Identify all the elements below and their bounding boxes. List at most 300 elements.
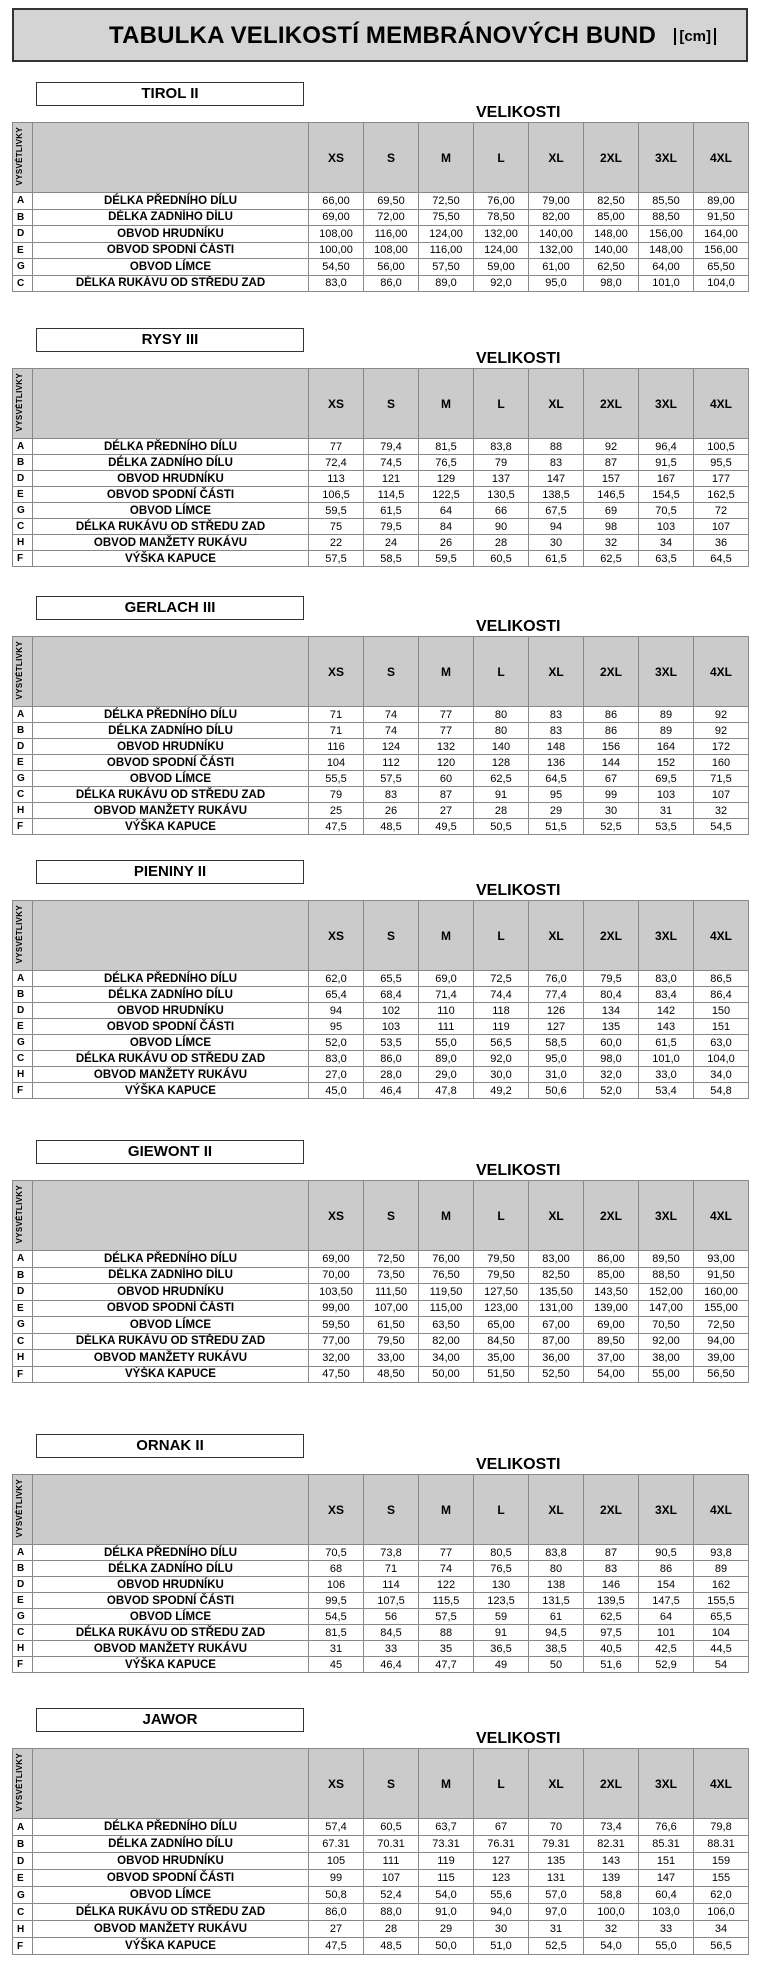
size-header: XS	[309, 123, 364, 193]
measurement-value: 49,2	[474, 1083, 529, 1099]
measurement-code: H	[13, 1067, 33, 1083]
measurement-value: 94	[309, 1003, 364, 1019]
measurement-value: 85.31	[639, 1836, 694, 1853]
measurement-value: 120	[419, 755, 474, 771]
size-header: 2XL	[584, 1181, 639, 1251]
measurement-label: VÝŠKA KAPUCE	[33, 819, 309, 835]
measurement-value: 83,8	[529, 1545, 584, 1561]
measurement-value: 95,0	[529, 275, 584, 292]
measurement-value: 59	[474, 1609, 529, 1625]
measurement-label: OBVOD LÍMCE	[33, 1887, 309, 1904]
measurement-value: 124,00	[419, 226, 474, 243]
measurement-value: 98,0	[584, 275, 639, 292]
measurement-value: 64,5	[529, 771, 584, 787]
measurement-value: 54,5	[309, 1609, 364, 1625]
measurement-value: 140,00	[584, 242, 639, 259]
measurement-value: 54,5	[694, 819, 749, 835]
measurement-code: F	[13, 819, 33, 835]
legend-header	[13, 637, 33, 707]
size-header: M	[419, 1749, 474, 1819]
measurement-label: OBVOD LÍMCE	[33, 259, 309, 276]
measurement-value: 58,8	[584, 1887, 639, 1904]
measurement-value: 81,5	[309, 1625, 364, 1641]
measurement-value: 70,50	[639, 1317, 694, 1334]
page-title: TABULKA VELIKOSTÍ MEMBRÁNOVÝCH BUND	[109, 22, 656, 49]
measurement-value: 76,50	[419, 1267, 474, 1284]
measurement-value: 74	[419, 1561, 474, 1577]
measurement-value: 74,5	[364, 455, 419, 471]
measurement-value: 101,0	[639, 275, 694, 292]
size-header: XS	[309, 369, 364, 439]
table-row	[13, 1003, 749, 1019]
measurement-value: 132,00	[529, 242, 584, 259]
legend-header	[13, 1475, 33, 1545]
measurement-value: 76,00	[474, 193, 529, 210]
measurement-value: 77	[419, 707, 474, 723]
measurement-value: 111,50	[364, 1284, 419, 1301]
model-name: JAWOR	[36, 1708, 304, 1732]
measurement-value: 76,5	[474, 1561, 529, 1577]
measurement-value: 34,0	[694, 1067, 749, 1083]
measurement-value: 62,0	[309, 971, 364, 987]
measurement-value: 38,5	[529, 1641, 584, 1657]
measurement-code: A	[13, 1819, 33, 1836]
size-table	[12, 900, 749, 1099]
legend-header	[13, 123, 33, 193]
measurement-code: G	[13, 259, 33, 276]
measurement-value: 48,5	[364, 1938, 419, 1955]
measurement-value: 55,0	[419, 1035, 474, 1051]
measurement-value: 94,5	[529, 1625, 584, 1641]
measurement-label: OBVOD LÍMCE	[33, 1609, 309, 1625]
measurement-value: 152,00	[639, 1284, 694, 1301]
legend-label: VYSVĚTLIVKY	[15, 373, 24, 432]
measurement-value: 86,0	[364, 275, 419, 292]
measurement-value: 70,5	[309, 1545, 364, 1561]
measurement-label: DÉLKA PŘEDNÍHO DÍLU	[33, 707, 309, 723]
measurement-code: H	[13, 1641, 33, 1657]
measurement-value: 72,00	[364, 209, 419, 226]
measurement-value: 79,5	[584, 971, 639, 987]
size-header: 4XL	[694, 1181, 749, 1251]
measurement-code: D	[13, 1003, 33, 1019]
size-header: S	[364, 369, 419, 439]
measurement-value: 116,00	[364, 226, 419, 243]
size-header: 3XL	[639, 1181, 694, 1251]
measurement-value: 80,4	[584, 987, 639, 1003]
measurement-value: 77,4	[529, 987, 584, 1003]
measurement-value: 53,5	[364, 1035, 419, 1051]
table-row	[13, 1366, 749, 1383]
measurement-value: 76,00	[419, 1251, 474, 1268]
measurement-value: 70.31	[364, 1836, 419, 1853]
measurement-value: 50,8	[309, 1887, 364, 1904]
size-table	[12, 636, 749, 835]
measurement-code: A	[13, 971, 33, 987]
measurement-code: B	[13, 1836, 33, 1853]
measurement-value: 135	[584, 1019, 639, 1035]
sizes-heading: VELIKOSTI	[476, 104, 561, 121]
measurement-value: 83,0	[309, 1051, 364, 1067]
measurement-value: 115,00	[419, 1300, 474, 1317]
measurement-value: 62,5	[474, 771, 529, 787]
measurement-value: 47,8	[419, 1083, 474, 1099]
measurement-code: C	[13, 1625, 33, 1641]
measurement-value: 76,0	[529, 971, 584, 987]
measurement-value: 49,5	[419, 819, 474, 835]
measurement-code: C	[13, 519, 33, 535]
measurement-label: DÉLKA PŘEDNÍHO DÍLU	[33, 1251, 309, 1268]
measurement-value: 104	[309, 755, 364, 771]
measurement-value: 143,50	[584, 1284, 639, 1301]
measurement-value: 75	[309, 519, 364, 535]
measurement-value: 91,5	[639, 455, 694, 471]
size-table	[12, 1180, 749, 1383]
size-header: 2XL	[584, 123, 639, 193]
measurement-value: 58,5	[529, 1035, 584, 1051]
measurement-value: 143	[584, 1853, 639, 1870]
measurement-value: 30,0	[474, 1067, 529, 1083]
size-header: S	[364, 637, 419, 707]
table-row	[13, 1577, 749, 1593]
measurement-value: 77	[419, 723, 474, 739]
table-row	[13, 1836, 749, 1853]
table-row	[13, 771, 749, 787]
measurement-value: 82,50	[529, 1267, 584, 1284]
measurement-value: 67	[474, 1819, 529, 1836]
measurement-value: 104,0	[694, 275, 749, 292]
measurement-value: 52,5	[584, 819, 639, 835]
sizes-heading: VELIKOSTI	[476, 618, 561, 635]
measurement-value: 148	[529, 739, 584, 755]
measurement-value: 99,5	[309, 1593, 364, 1609]
table-row	[13, 535, 749, 551]
model-name: RYSY III	[36, 328, 304, 352]
measurement-label: DÉLKA ZADNÍHO DÍLU	[33, 987, 309, 1003]
measurement-value: 143	[639, 1019, 694, 1035]
measurement-value: 121	[364, 471, 419, 487]
measurement-value: 45	[309, 1657, 364, 1673]
measurement-value: 24	[364, 535, 419, 551]
measurement-value: 83	[529, 455, 584, 471]
measurement-label: OBVOD MANŽETY RUKÁVU	[33, 1921, 309, 1938]
table-row	[13, 1284, 749, 1301]
table-row	[13, 1904, 749, 1921]
table-row	[13, 1819, 749, 1836]
measurement-value: 36	[694, 535, 749, 551]
measurement-value: 46,4	[364, 1083, 419, 1099]
measurement-value: 91,50	[694, 1267, 749, 1284]
model-name: ORNAK II	[36, 1434, 304, 1458]
measurement-value: 54,50	[309, 259, 364, 276]
measurement-value: 72,4	[309, 455, 364, 471]
measurement-code: F	[13, 1366, 33, 1383]
measurement-value: 55,00	[639, 1366, 694, 1383]
label-header	[33, 1475, 309, 1545]
measurement-value: 126	[529, 1003, 584, 1019]
measurement-value: 142	[639, 1003, 694, 1019]
measurement-value: 53,5	[639, 819, 694, 835]
measurement-code: C	[13, 787, 33, 803]
measurement-value: 83	[529, 707, 584, 723]
measurement-value: 87,00	[529, 1333, 584, 1350]
table-row	[13, 519, 749, 535]
measurement-value: 83,0	[309, 275, 364, 292]
measurement-code: D	[13, 226, 33, 243]
measurement-code: E	[13, 487, 33, 503]
measurement-value: 88	[529, 439, 584, 455]
measurement-value: 90	[474, 519, 529, 535]
model-name: GERLACH III	[36, 596, 304, 620]
measurement-label: DÉLKA ZADNÍHO DÍLU	[33, 1561, 309, 1577]
measurement-value: 52,0	[584, 1083, 639, 1099]
measurement-label: OBVOD HRUDNÍKU	[33, 1003, 309, 1019]
measurement-value: 83,8	[474, 439, 529, 455]
measurement-value: 137	[474, 471, 529, 487]
measurement-value: 79	[474, 455, 529, 471]
measurement-value: 74,4	[474, 987, 529, 1003]
measurement-label: DÉLKA RUKÁVU OD STŘEDU ZAD	[33, 1904, 309, 1921]
measurement-value: 99	[309, 1870, 364, 1887]
measurement-label: DÉLKA PŘEDNÍHO DÍLU	[33, 193, 309, 210]
measurement-label: OBVOD LÍMCE	[33, 1035, 309, 1051]
table-row	[13, 987, 749, 1003]
measurement-value: 56,5	[694, 1938, 749, 1955]
measurement-value: 65,4	[309, 987, 364, 1003]
measurement-value: 94	[529, 519, 584, 535]
measurement-value: 132	[419, 739, 474, 755]
measurement-label: DÉLKA PŘEDNÍHO DÍLU	[33, 1545, 309, 1561]
measurement-value: 92,0	[474, 1051, 529, 1067]
measurement-value: 50,6	[529, 1083, 584, 1099]
size-header: 3XL	[639, 1475, 694, 1545]
measurement-value: 36,00	[529, 1350, 584, 1367]
measurement-label: DÉLKA RUKÁVU OD STŘEDU ZAD	[33, 1051, 309, 1067]
table-row	[13, 723, 749, 739]
unit-badge: [cm]	[674, 28, 716, 45]
table-row	[13, 1317, 749, 1334]
measurement-value: 135,50	[529, 1284, 584, 1301]
table-row	[13, 1853, 749, 1870]
measurement-value: 107	[694, 519, 749, 535]
measurement-value: 76,6	[639, 1819, 694, 1836]
size-header: M	[419, 901, 474, 971]
measurement-value: 63,7	[419, 1819, 474, 1836]
measurement-value: 159	[694, 1853, 749, 1870]
size-header: XS	[309, 901, 364, 971]
measurement-value: 60	[419, 771, 474, 787]
measurement-value: 160	[694, 755, 749, 771]
measurement-value: 73,4	[584, 1819, 639, 1836]
measurement-value: 42,5	[639, 1641, 694, 1657]
measurement-value: 86,0	[364, 1051, 419, 1067]
measurement-value: 88,0	[364, 1904, 419, 1921]
measurement-value: 54,00	[584, 1366, 639, 1383]
measurement-value: 61,5	[529, 551, 584, 567]
measurement-value: 94,0	[474, 1904, 529, 1921]
measurement-label: OBVOD SPODNÍ ČÁSTI	[33, 1593, 309, 1609]
measurement-value: 97,0	[529, 1904, 584, 1921]
size-header: L	[474, 369, 529, 439]
measurement-label: DÉLKA ZADNÍHO DÍLU	[33, 1267, 309, 1284]
measurement-value: 52,9	[639, 1657, 694, 1673]
measurement-code: H	[13, 1921, 33, 1938]
measurement-value: 28	[364, 1921, 419, 1938]
measurement-value: 61	[529, 1609, 584, 1625]
measurement-code: A	[13, 1251, 33, 1268]
measurement-value: 86,00	[584, 1251, 639, 1268]
measurement-value: 172	[694, 739, 749, 755]
size-header: 3XL	[639, 1749, 694, 1819]
measurement-value: 57,0	[529, 1887, 584, 1904]
measurement-value: 47,50	[309, 1366, 364, 1383]
measurement-value: 36,5	[474, 1641, 529, 1657]
sizes-heading: VELIKOSTI	[476, 1162, 561, 1179]
measurement-value: 64,00	[639, 259, 694, 276]
measurement-value: 83	[529, 723, 584, 739]
measurement-value: 77	[419, 1545, 474, 1561]
measurement-value: 71,5	[694, 771, 749, 787]
size-table	[12, 1748, 749, 1955]
measurement-value: 92,0	[474, 275, 529, 292]
measurement-label: VÝŠKA KAPUCE	[33, 1083, 309, 1099]
size-header: XL	[529, 1749, 584, 1819]
measurement-value: 63,5	[639, 551, 694, 567]
measurement-code: D	[13, 739, 33, 755]
measurement-label: OBVOD HRUDNÍKU	[33, 739, 309, 755]
table-row	[13, 1641, 749, 1657]
measurement-value: 85,50	[639, 193, 694, 210]
sizes-heading: VELIKOSTI	[476, 1730, 561, 1747]
legend-header	[13, 1181, 33, 1251]
size-header: 3XL	[639, 123, 694, 193]
measurement-value: 84	[419, 519, 474, 535]
size-header: 3XL	[639, 901, 694, 971]
measurement-value: 69,00	[584, 1317, 639, 1334]
measurement-code: C	[13, 275, 33, 292]
measurement-value: 138,5	[529, 487, 584, 503]
measurement-value: 68,4	[364, 987, 419, 1003]
measurement-value: 87	[419, 787, 474, 803]
size-header: L	[474, 1181, 529, 1251]
measurement-value: 156,00	[694, 242, 749, 259]
measurement-code: B	[13, 455, 33, 471]
measurement-label: DÉLKA PŘEDNÍHO DÍLU	[33, 971, 309, 987]
measurement-value: 79,8	[694, 1819, 749, 1836]
measurement-value: 155	[694, 1870, 749, 1887]
measurement-label: DÉLKA PŘEDNÍHO DÍLU	[33, 1819, 309, 1836]
measurement-value: 73,8	[364, 1545, 419, 1561]
measurement-value: 92,00	[639, 1333, 694, 1350]
measurement-value: 106,5	[309, 487, 364, 503]
size-table	[12, 1474, 749, 1673]
measurement-value: 71	[309, 723, 364, 739]
measurement-value: 62,0	[694, 1887, 749, 1904]
size-header: L	[474, 123, 529, 193]
table-row	[13, 551, 749, 567]
table-row	[13, 1333, 749, 1350]
measurement-value: 34	[694, 1921, 749, 1938]
measurement-label: OBVOD MANŽETY RUKÁVU	[33, 535, 309, 551]
measurement-value: 31	[309, 1641, 364, 1657]
measurement-value: 147,5	[639, 1593, 694, 1609]
measurement-value: 91	[474, 1625, 529, 1641]
measurement-value: 54,0	[584, 1938, 639, 1955]
table-row	[13, 1350, 749, 1367]
legend-header	[13, 901, 33, 971]
label-header	[33, 1181, 309, 1251]
measurement-value: 76,5	[419, 455, 474, 471]
measurement-value: 135	[529, 1853, 584, 1870]
measurement-label: OBVOD HRUDNÍKU	[33, 471, 309, 487]
measurement-value: 114,5	[364, 487, 419, 503]
size-header: 4XL	[694, 1749, 749, 1819]
measurement-value: 69,50	[364, 193, 419, 210]
measurement-value: 134	[584, 1003, 639, 1019]
measurement-value: 113	[309, 471, 364, 487]
measurement-value: 107,00	[364, 1300, 419, 1317]
measurement-value: 123,00	[474, 1300, 529, 1317]
measurement-value: 33	[364, 1641, 419, 1657]
measurement-value: 55,5	[309, 771, 364, 787]
measurement-value: 79	[309, 787, 364, 803]
measurement-value: 70,5	[639, 503, 694, 519]
measurement-code: A	[13, 439, 33, 455]
measurement-value: 94,00	[694, 1333, 749, 1350]
size-header: 3XL	[639, 637, 694, 707]
measurement-value: 103	[639, 787, 694, 803]
measurement-value: 111	[419, 1019, 474, 1035]
measurement-value: 87	[584, 455, 639, 471]
table-row	[13, 1561, 749, 1577]
table-row	[13, 1887, 749, 1904]
model-name: TIROL II	[36, 82, 304, 106]
measurement-value: 59,50	[309, 1317, 364, 1334]
measurement-value: 124,00	[474, 242, 529, 259]
table-row	[13, 755, 749, 771]
measurement-value: 69	[584, 503, 639, 519]
measurement-label: DÉLKA ZADNÍHO DÍLU	[33, 455, 309, 471]
size-header: 4XL	[694, 369, 749, 439]
measurement-value: 56,50	[694, 1366, 749, 1383]
size-header: M	[419, 1475, 474, 1545]
measurement-value: 68	[309, 1561, 364, 1577]
table-row	[13, 1657, 749, 1673]
measurement-value: 89,0	[419, 275, 474, 292]
measurement-value: 52,5	[529, 1938, 584, 1955]
measurement-value: 44,5	[694, 1641, 749, 1657]
measurement-value: 130	[474, 1577, 529, 1593]
legend-label: VYSVĚTLIVKY	[15, 905, 24, 964]
measurement-value: 108,00	[309, 226, 364, 243]
measurement-value: 89	[694, 1561, 749, 1577]
measurement-label: VÝŠKA KAPUCE	[33, 1938, 309, 1955]
measurement-value: 132,00	[474, 226, 529, 243]
measurement-value: 26	[419, 535, 474, 551]
measurement-value: 91	[474, 787, 529, 803]
measurement-value: 30	[529, 535, 584, 551]
measurement-value: 33	[639, 1921, 694, 1938]
measurement-value: 28	[474, 535, 529, 551]
measurement-value: 76.31	[474, 1836, 529, 1853]
size-header: M	[419, 369, 474, 439]
size-header: M	[419, 1181, 474, 1251]
measurement-value: 123,5	[474, 1593, 529, 1609]
table-row	[13, 1067, 749, 1083]
measurement-value: 138	[529, 1577, 584, 1593]
measurement-value: 102	[364, 1003, 419, 1019]
size-header: XL	[529, 901, 584, 971]
